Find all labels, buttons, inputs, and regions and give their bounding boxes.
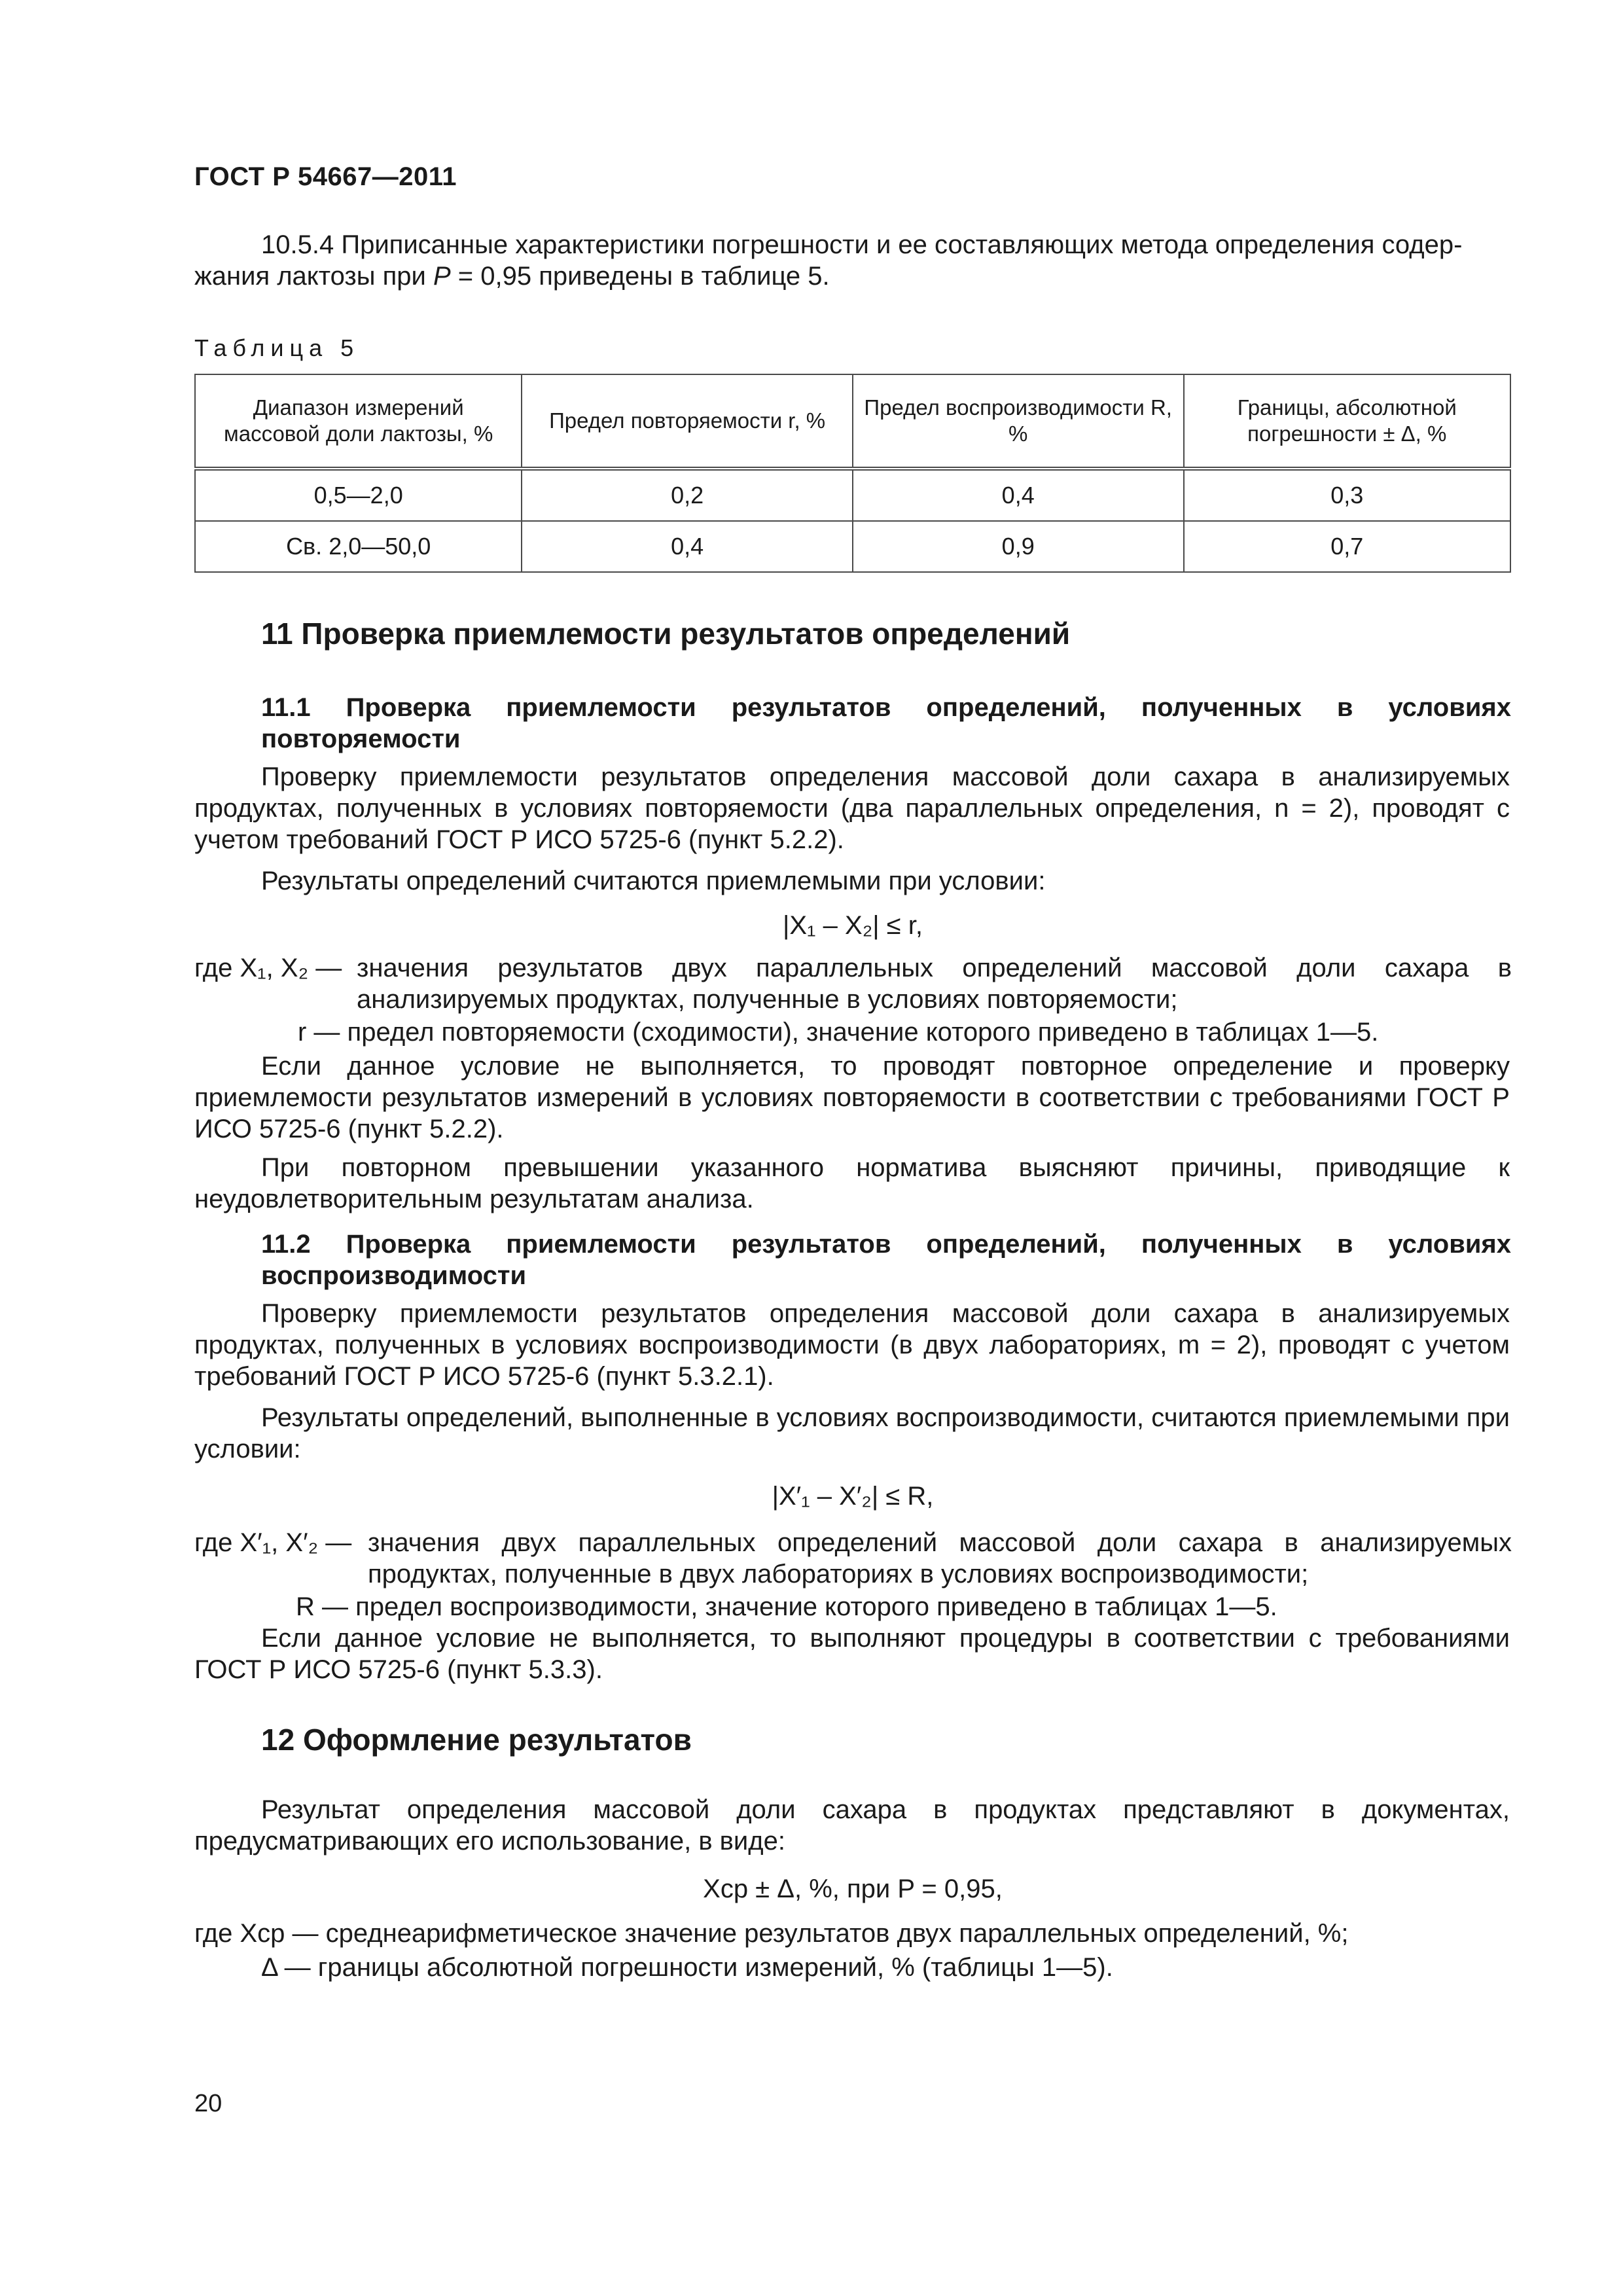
formula-repeatability: |X₁ – X₂| ≤ r, — [782, 911, 923, 940]
paragraph: Проверку приемлемости результатов определения массовой доли сахара в анализируемых продуктах, полученных в условиях воспроизводимости (в двух лабораториях, m = 2), проводят с учетом требований ГОСТ Р ИСО 5725-6 (пункт 5.3.2.1). — [194, 1299, 1510, 1391]
intro-paragraph — [194, 229, 1510, 292]
intro-line-2 — [194, 260, 1510, 292]
intro-line-2-tail: = 0,95 приведены в таблице 5. — [450, 262, 830, 291]
paragraph: Результаты определений считаются приемлемыми при условии: — [261, 867, 1046, 895]
table-header-cell: Предел воспроизводимости R, % — [853, 374, 1184, 469]
definition-xcp: где Xср — среднеарифметическое значение результатов двух параллельных определений, %; — [194, 1919, 1349, 1948]
table-header-cell: Предел повторяемости r, % — [522, 374, 853, 469]
formula-reproducibility: |X′₁ – X′₂| ≤ R, — [772, 1482, 934, 1511]
intro-line-2-var: P — [433, 262, 451, 291]
page-number: 20 — [194, 2090, 223, 2117]
definition-r: r — предел повторяемости (сходимости), значение которого приведено в таблицах 1—5. — [298, 1018, 1379, 1047]
table-cell: 0,5—2,0 — [195, 469, 522, 521]
section-12-title: 12 Оформление результатов — [261, 1723, 692, 1757]
table-row — [195, 469, 1510, 521]
table-cell: 0,2 — [522, 469, 853, 521]
subsection-11-2-title: 11.2 Проверка приемлемости результатов определений, полученных в условиях — [261, 1230, 1511, 1259]
subsection-11-1-title: 11.1 Проверка приемлемости результатов определений, полученных в условиях — [261, 693, 1511, 722]
paragraph: Если данное условие не выполняется, то проводят повторное определение и проверку приемлемости результатов измерений в условиях повторяемости в соответствии с требованиями ГОСТ Р ИСО 5725-6 (пункт 5.2.2). — [194, 1052, 1510, 1143]
standard-header: ГОСТ Р 54667—2011 — [194, 162, 457, 191]
table-cell: 0,3 — [1184, 469, 1510, 521]
table-header-cell: Диапазон измерений массовой доли лактозы, % — [195, 374, 522, 469]
section-11-title: 11 Проверка приемлемости результатов определений — [261, 617, 1071, 651]
paragraph: Результат определения массовой доли сахара в продуктах представляют в документах, предусматривающих его использование, в виде: — [194, 1795, 1510, 1856]
paragraph: Если данное условие не выполняется, то выполняют процедуры в соответствии с требованиями ГОСТ Р ИСО 5725-6 (пункт 5.3.3). — [194, 1624, 1510, 1684]
definition-text: значения двух параллельных определений массовой доли сахара в анализируемых продуктах, полученные в двух лабораториях в условиях воспроизводимости; — [368, 1528, 1512, 1588]
definition-text: значения результатов двух параллельных определений массовой доли сахара в анализируемых продуктах, полученные в условиях повторяемости; — [357, 954, 1512, 1014]
formula-result: Xср ± Δ, %, при P = 0,95, — [703, 1874, 1003, 1903]
definition-label: где X₁, X₂ — — [194, 954, 342, 982]
subsection-11-2-title-cont: воспроизводимости — [261, 1261, 527, 1290]
intro-line-1: 10.5.4 Приписанные характеристики погрешности и ее составляющих метода определения содер- — [261, 230, 1463, 259]
paragraph: При повторном превышении указанного норматива выясняют причины, приводящие к неудовлетворительным результатам анализа. — [194, 1153, 1510, 1213]
definition-label: где X′₁, X′₂ — — [194, 1528, 352, 1557]
intro-line-2-text: жания лактозы при — [194, 262, 433, 291]
table-row — [195, 521, 1510, 572]
table-cell: 0,9 — [853, 521, 1184, 572]
table-5 — [194, 374, 1511, 573]
paragraph: Результаты определений, выполненные в условиях воспроизводимости, считаются приемлемыми при условии: — [194, 1403, 1510, 1463]
table-cell: 0,4 — [853, 469, 1184, 521]
table-cell: Св. 2,0—50,0 — [195, 521, 522, 572]
paragraph: Проверку приемлемости результатов определения массовой доли сахара в анализируемых продуктах, полученных в условиях повторяемости (два параллельных определения, n = 2), проводят с учетом требований ГОСТ Р ИСО 5725-6 (пункт 5.2.2). — [194, 762, 1510, 854]
definition-delta: Δ — границы абсолютной погрешности измерений, % (таблицы 1—5). — [261, 1953, 1113, 1982]
table-header-row — [195, 374, 1510, 469]
table-cell: 0,7 — [1184, 521, 1510, 572]
table-cell: 0,4 — [522, 521, 853, 572]
definition-R: R — предел воспроизводимости, значение которого приведено в таблицах 1—5. — [296, 1592, 1277, 1621]
subsection-11-1-title-cont: повторяемости — [261, 725, 461, 753]
table-caption: Таблица 5 — [194, 334, 360, 361]
table-header-cell: Границы, абсолютной погрешности ± Δ, % — [1184, 374, 1510, 469]
